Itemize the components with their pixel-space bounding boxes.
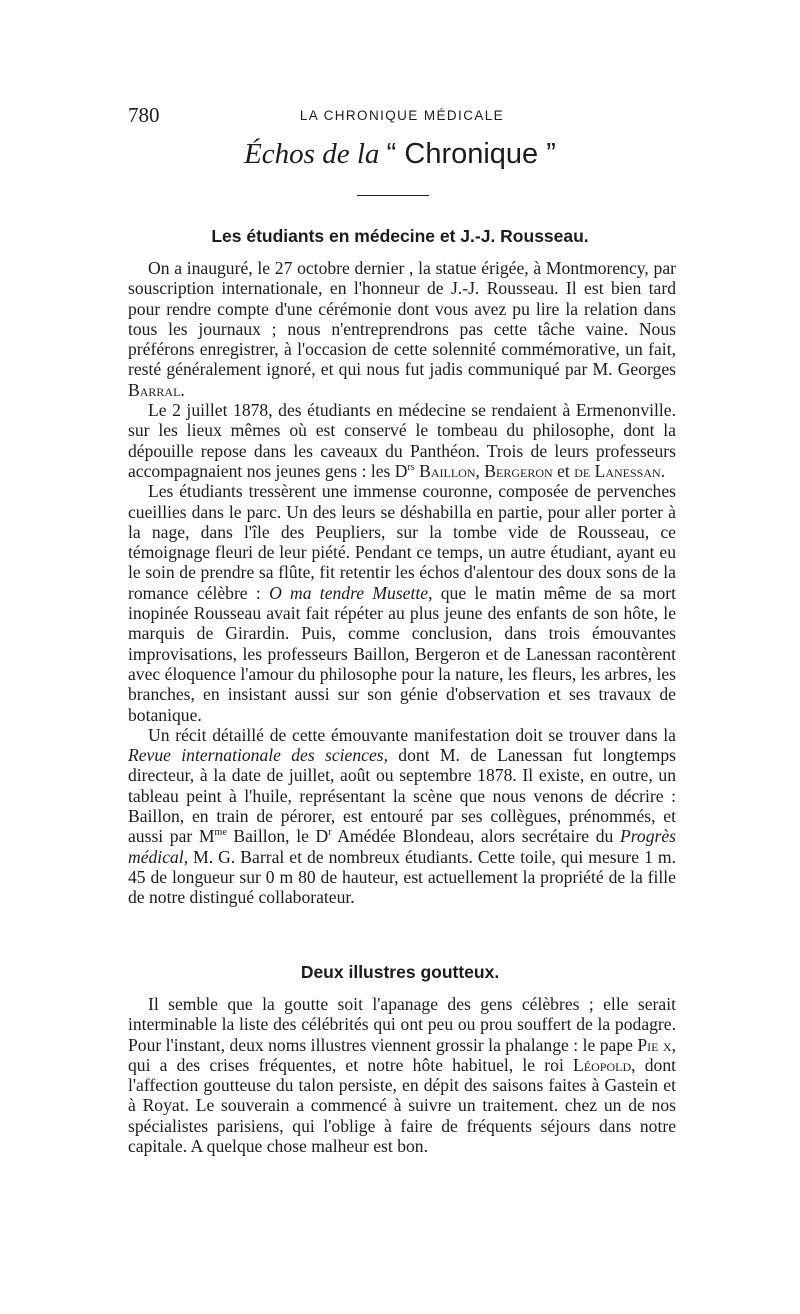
paragraph-text: Baillon, le D	[226, 826, 329, 847]
superscript: r	[328, 827, 332, 839]
name-barral: Barral	[128, 379, 181, 400]
song-title: O ma tendre Musette,	[269, 582, 433, 603]
paragraph	[128, 258, 676, 400]
section-title-quoted: “ Chronique ”	[386, 138, 556, 170]
paragraph	[128, 481, 676, 725]
superscript: rs	[407, 462, 415, 474]
paragraph-text: , dont l'affection goutteuse du talon persiste, en dépit des saisons faites à Gastein et à Royat. Le souverain a commencé à suivre un traitement. chez un de nos spécialistes parisiens, qui l'oblige à faire de fréquents séjours dans notre capitale. A quelque chose malheur est bon.	[128, 1054, 677, 1157]
punctuation: .	[660, 460, 666, 481]
section-title	[0, 138, 800, 171]
article-body-goutteux	[128, 994, 676, 1156]
article-body-rousseau	[128, 258, 676, 908]
article-heading-goutteux: Deux illustres goutteux.	[300, 962, 500, 982]
paragraph-text: Un récit détaillé de cette émouvante manifestation doit se trouver dans la	[148, 724, 676, 745]
punctuation: .	[180, 379, 185, 400]
name-pie: Pie x	[637, 1034, 672, 1055]
conjunction: et	[552, 460, 575, 481]
superscript: me	[214, 827, 227, 839]
name-lanessan: de Lanessan	[574, 460, 661, 481]
name-baillon: Baillon	[419, 460, 476, 481]
paragraph-text: que le matin même de sa mort inopinée Rousseau avait fait répéter au plus jeune des enfants de son hôte, le marquis de Girardin. Puis, comme conclusion, dans trois émouvantes improvisations, les professeurs Baillon, Bergeron et de Lanessan racontèrent avec éloquence l'amour du philosophe pour la nature, les fleurs, les arbres, les branches, en insistant aussi sur son génie d'observation et ses travaux de botanique.	[128, 582, 677, 725]
page-number: 780	[128, 103, 160, 127]
paragraph-text: , qui a des crises fréquentes, et notre hôte habituel, le roi	[128, 1034, 676, 1075]
running-head	[128, 103, 676, 131]
paragraph	[128, 994, 676, 1156]
paragraph-text: Il semble que la goutte soit l'apanage des gens célèbres ; elle serait interminable la liste des célébrités qui ont peu ou prou souffert de la podagre. Pour l'instant, deux noms illustres viennent grossir la phalange : le pape	[128, 994, 676, 1055]
title-rule	[357, 195, 429, 196]
paragraph	[128, 725, 676, 908]
paragraph-text: Le 2 juillet 1878, des étudiants en médecine se rendaient à Ermenonville. sur les lieux mêmes où est conservé le tombeau du philosophe, dont la dépouille repose dans les caveaux du Panthéon. Trois de leurs professeurs accompagnaient nos jeunes gens : les D	[128, 400, 676, 481]
name-leopold: Léopold	[573, 1054, 632, 1075]
journal-reference: Revue internationale des sciences,	[128, 745, 388, 766]
journal-title: LA CHRONIQUE MÉDICALE	[299, 108, 505, 123]
paragraph-text: On a inauguré, le 27 octobre dernier , la statue érigée, à Montmorency, par souscription internationale, en l'honneur de J.-J. Rousseau. Il est bien tard pour rendre compte d'une cérémonie dont vous avez pu lire la relation dans tous les journaux ; nous n'entreprendrons pas cette tâche vaine. Nous préférons enregistrer, à l'occasion de cette solennité commémorative, un fait, resté généralement ignoré, et qui nous fut jadis communiqué par M. Georges	[128, 258, 676, 380]
section-title-script: Échos de la	[244, 138, 380, 170]
article-heading-rousseau: Les étudiants en médecine et J.-J. Rousseau.	[211, 226, 589, 246]
paragraph	[128, 400, 676, 481]
name-bergeron: Bergeron	[484, 460, 553, 481]
journal-reference: Progrès médical,	[128, 826, 676, 867]
paragraph-text: Amédée Blondeau, alors secrétaire du	[331, 826, 614, 847]
paragraph-text: M. G. Barral et de nombreux étudiants. Cette toile, qui mesure 1 m. 45 de longueur sur 0 m 80 de hauteur, est actuellement la propriété de la fille de notre distingué collaborateur.	[128, 846, 676, 908]
paragraph-text: Les étudiants tressèrent une immense couronne, composée de pervenches cueillies dans le parc. Un des leurs se déshabilla en partie, pour aller porter à la nage, dans l'île des Peupliers, sur la tombe vide de Rousseau, ce témoignage fleuri de leur piété. Pendant ce temps, un autre étudiant, ayant eu le soin de prendre sa flûte, fit retentir les échos d'alentour des doux sons de la romance célèbre :	[128, 481, 676, 603]
paragraph-text: dont M. de Lanessan fut longtemps directeur, à la date de juillet, août ou septembre 1878. Il existe, en outre, un tableau peint à l'huile, représentant la scène que nous venons de décrire : Baillon, en train de pérorer, est entouré par ses collègues, prénommés, et aussi par M	[128, 745, 676, 847]
separator: ,	[475, 460, 485, 481]
